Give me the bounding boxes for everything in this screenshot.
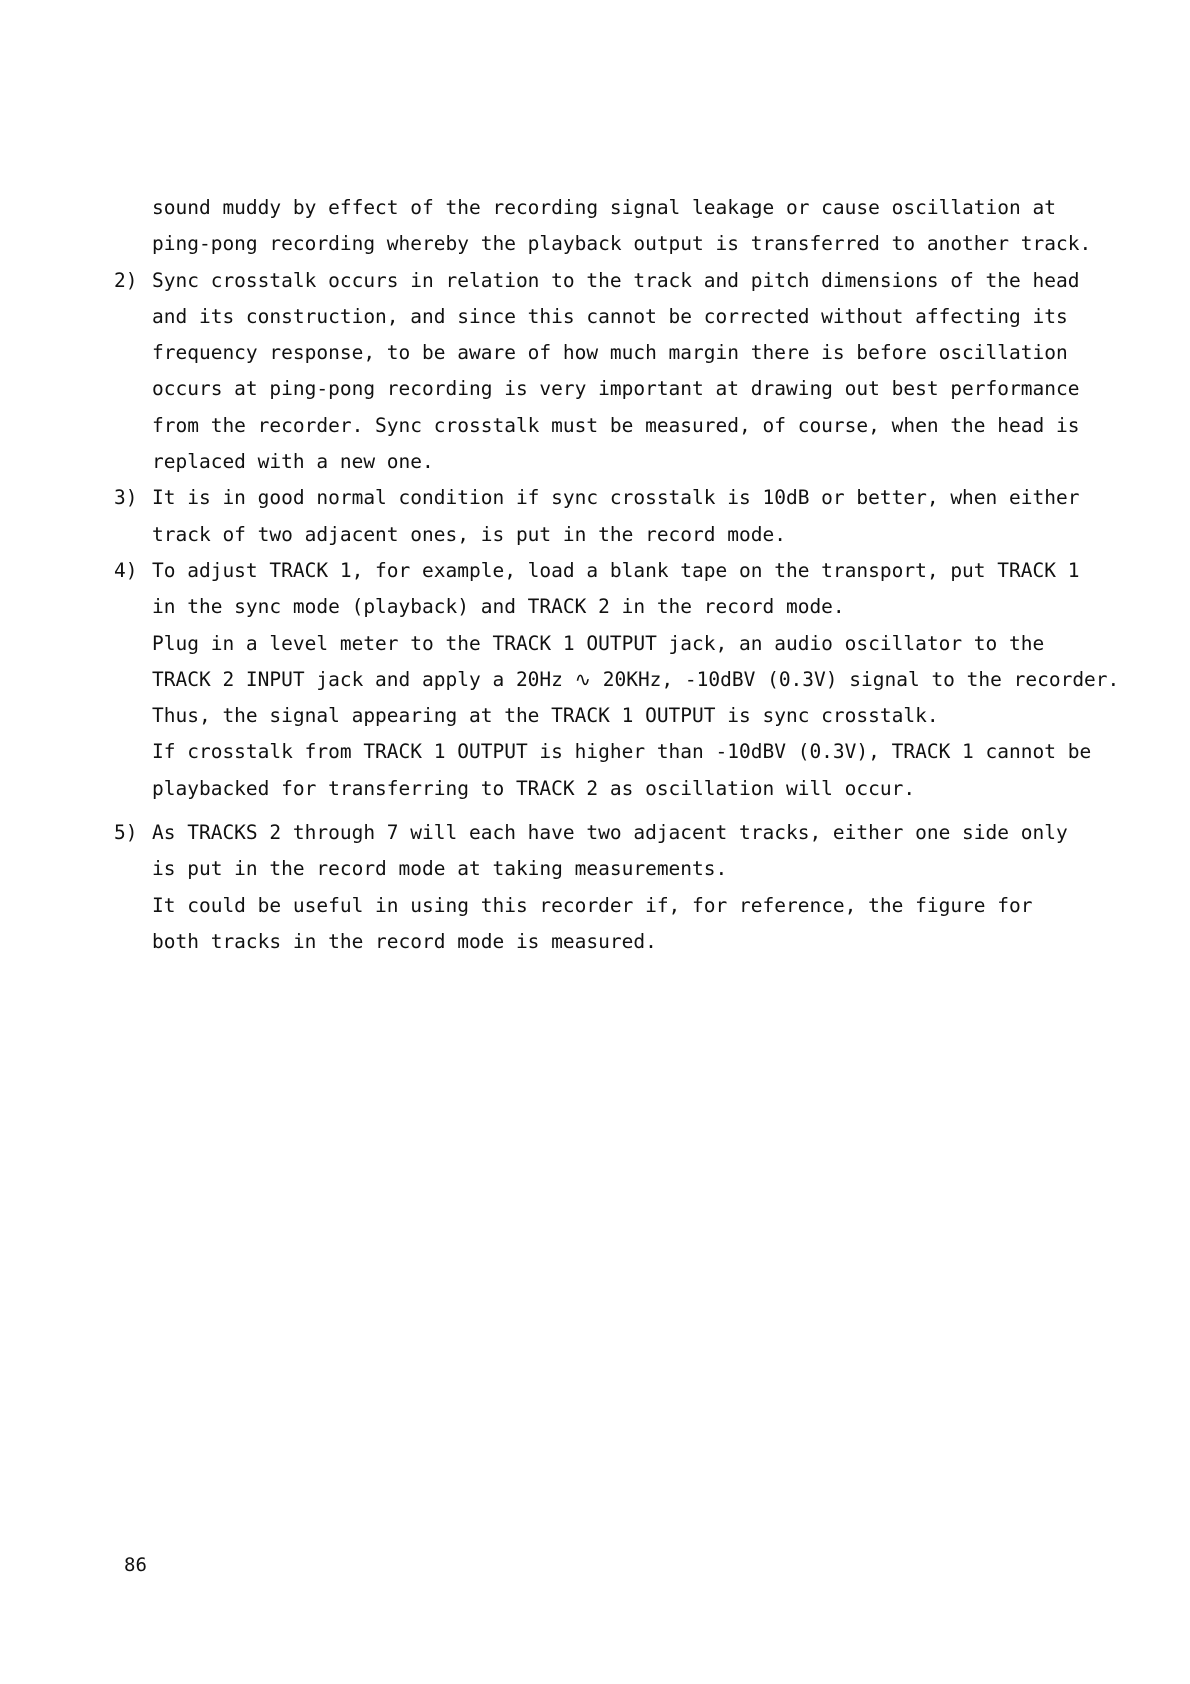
text-line: It could be useful in using this recorder if, for reference, the figure for xyxy=(152,893,1033,917)
text-line: TRACK 2 INPUT jack and apply a 20Hz ∿ 20KHz, -10dBV (0.3V) signal to the recorder. xyxy=(152,667,1120,691)
text-line: playbacked for transferring to TRACK 2 as oscillation will occur. xyxy=(152,776,916,800)
list-item-5 xyxy=(114,815,1154,960)
list-item-3 xyxy=(114,480,1154,553)
text-line: track of two adjacent ones, is put in the record mode. xyxy=(152,522,786,546)
text-line: frequency response, to be aware of how much margin there is before oscillation xyxy=(152,341,1068,365)
text-line: sound muddy by effect of the recording signal leakage or cause oscillation at xyxy=(152,196,1056,219)
intro-paragraph xyxy=(114,190,1154,263)
text-line: To adjust TRACK 1, for example, load a blank tape on the transport, put TRACK 1 xyxy=(152,558,1080,582)
text-line: ping-pong recording whereby the playback output is transferred to another track. xyxy=(152,232,1092,256)
text-line: from the recorder. Sync crosstalk must be measured, of course, when the head is xyxy=(152,413,1080,437)
list-item-4 xyxy=(114,553,1154,807)
text-line: As TRACKS 2 through 7 will each have two adjacent tracks, either one side only xyxy=(152,821,1068,845)
paragraph-gap xyxy=(114,807,1154,815)
item-number: 2) xyxy=(114,268,138,292)
document-body xyxy=(114,190,1154,960)
text-line: Thus, the signal appearing at the TRACK 1 OUTPUT is sync crosstalk. xyxy=(152,704,939,728)
text-line: Plug in a level meter to the TRACK 1 OUTPUT jack, an audio oscillator to the xyxy=(152,631,1045,655)
item-number: 4) xyxy=(114,558,138,582)
text-line: both tracks in the record mode is measured. xyxy=(152,929,657,953)
list-item-2 xyxy=(114,263,1154,481)
text-line: and its construction, and since this cannot be corrected without affecting its xyxy=(152,304,1068,328)
text-line: Sync crosstalk occurs in relation to the track and pitch dimensions of the head xyxy=(152,268,1080,292)
item-number: 5) xyxy=(114,821,138,845)
text-line: If crosstalk from TRACK 1 OUTPUT is higher than -10dBV (0.3V), TRACK 1 cannot be xyxy=(152,740,1092,764)
text-line: occurs at ping-pong recording is very important at drawing out best performance xyxy=(152,377,1080,401)
text-line: is put in the record mode at taking measurements. xyxy=(152,857,728,881)
item-number: 3) xyxy=(114,486,138,510)
text-line: replaced with a new one. xyxy=(152,450,434,474)
text-line: in the sync mode (playback) and TRACK 2 in the record mode. xyxy=(152,595,845,619)
page-number: 86 xyxy=(124,1554,147,1576)
text-line: It is in good normal condition if sync crosstalk is 10dB or better, when either xyxy=(152,486,1080,510)
